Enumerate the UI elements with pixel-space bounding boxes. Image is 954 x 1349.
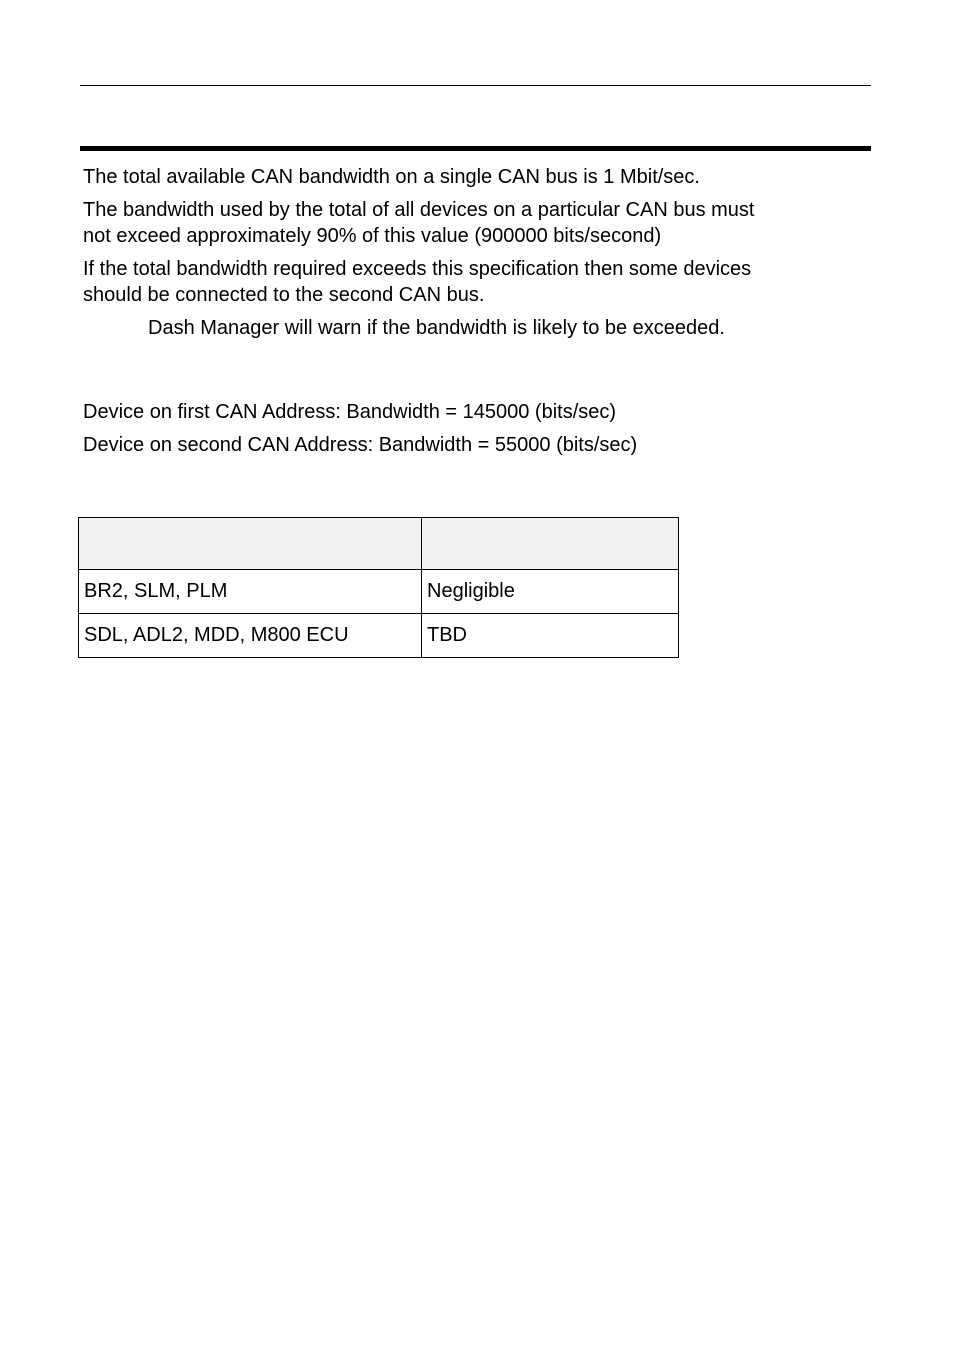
table-cell-devices: SDL, ADL2, MDD, M800 ECU (79, 614, 422, 658)
paragraph-bandwidth-limit-line-2: not exceed approximately 90% of this value (900000 bits/second) (83, 225, 662, 247)
table-cell-bandwidth: Negligible (422, 570, 679, 614)
table-row (79, 570, 679, 614)
paragraph-second-bus-line-1: If the total bandwidth required exceeds this specification then some devices (83, 258, 752, 280)
device-first-can-bandwidth: Device on first CAN Address: Bandwidth = 145000 (bits/sec) (83, 401, 617, 423)
device-bandwidth-table (78, 517, 679, 658)
header-rule (80, 85, 871, 86)
table-header-cell (422, 518, 679, 570)
table-cell-devices: BR2, SLM, PLM (79, 570, 422, 614)
paragraph-can-bandwidth: The total available CAN bandwidth on a single CAN bus is 1 Mbit/sec. (83, 166, 700, 188)
paragraph-second-bus-line-2: should be connected to the second CAN bus. (83, 284, 485, 306)
section-heading-rule (80, 146, 871, 151)
table-header-row (79, 518, 679, 570)
table-row (79, 614, 679, 658)
device-second-can-bandwidth: Device on second CAN Address: Bandwidth = 55000 (bits/sec) (83, 434, 638, 456)
note-dash-manager-warning: Dash Manager will warn if the bandwidth is likely to be exceeded. (148, 317, 725, 339)
table-header-cell (79, 518, 422, 570)
paragraph-bandwidth-limit-line-1: The bandwidth used by the total of all devices on a particular CAN bus must (83, 199, 755, 221)
table-cell-bandwidth: TBD (422, 614, 679, 658)
